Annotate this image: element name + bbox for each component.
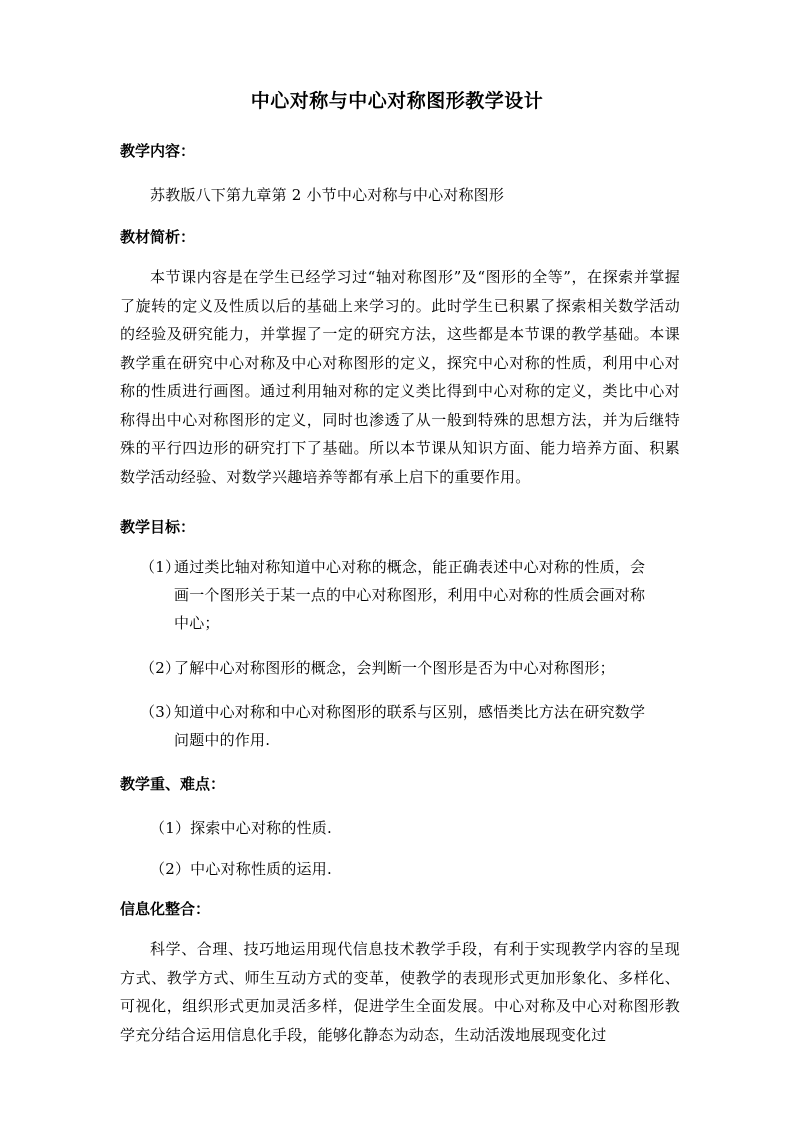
objective-text: 知道中心对称和中心对称图形的联系与区别，感悟类比方法在研究数学 问题中的作用. [174,703,646,749]
objective-item-1 [140,553,685,637]
page-title: 中心对称与中心对称图形教学设计 [250,90,544,112]
info-integration-paragraph: 科学、合理、技巧地运用现代信息技术教学手段，有利于实现教学内容的呈现方式、教学方式、师生互动方式的变革，使教学的表现形式更加形象化、多样化、可视化，组织形式更加灵活多样，促进学生全面发展。中心对称及中心对称图形教学充分结合运用信息化手段，能够化静态为动态，生动活泼地展现变化过 [120,940,680,1044]
objective-text: 通过类比轴对称知道中心对称的概念，能正确表述中心对称的性质，会 画一个图形关于某一点的中心对称图形，利用中心对称的性质会画对称 中心； [174,558,646,632]
key-point-item-1: （1）探索中心对称的性质. [150,819,332,837]
key-point-item-2: （2）中心对称性质的运用. [150,860,332,878]
heading-textbook-analysis: 教材简析： [120,228,196,246]
heading-info-integration: 信息化整合： [120,900,211,918]
objective-number: （1） [140,558,181,576]
heading-teaching-content: 教学内容： [120,142,196,160]
objective-item-3 [140,698,685,754]
objective-number: （3） [140,703,181,721]
heading-teaching-objectives: 教学目标： [120,518,196,536]
heading-key-difficult-points: 教学重、难点： [120,775,226,793]
textbook-analysis-paragraph: 本节课内容是在学生已经学习过“轴对称图形”及“图形的全等”，在探索并掌握了旋转的定义及性质以后的基础上来学习的。此时学生已积累了探索相关数学活动的经验及研究能力，并掌握了一定的研究方法，这些都是本节课的教学基础。本课教学重在研究中心对称及中心对称图形的定义，探究中心对称的性质，利用中心对称的性质进行画图。通过利用轴对称的定义类比得到中心对称的定义，类比中心对称得出中心对称图形的定义，同时也渗透了从一般到特殊的思想方法，并为后继特殊的平行四边形的研究打下了基础。所以本节课从知识方面、能力培养方面、积累数学活动经验、对数学兴趣培养等都有承上启下的重要作用。 [120,268,680,486]
teaching-content-text: 苏教版八下第九章第 2 小节中心对称与中心对称图形 [150,186,505,204]
objective-item-2 [140,654,685,682]
objective-number: （2） [140,659,181,677]
objective-text: 了解中心对称图形的概念，会判断一个图形是否为中心对称图形； [174,659,615,677]
